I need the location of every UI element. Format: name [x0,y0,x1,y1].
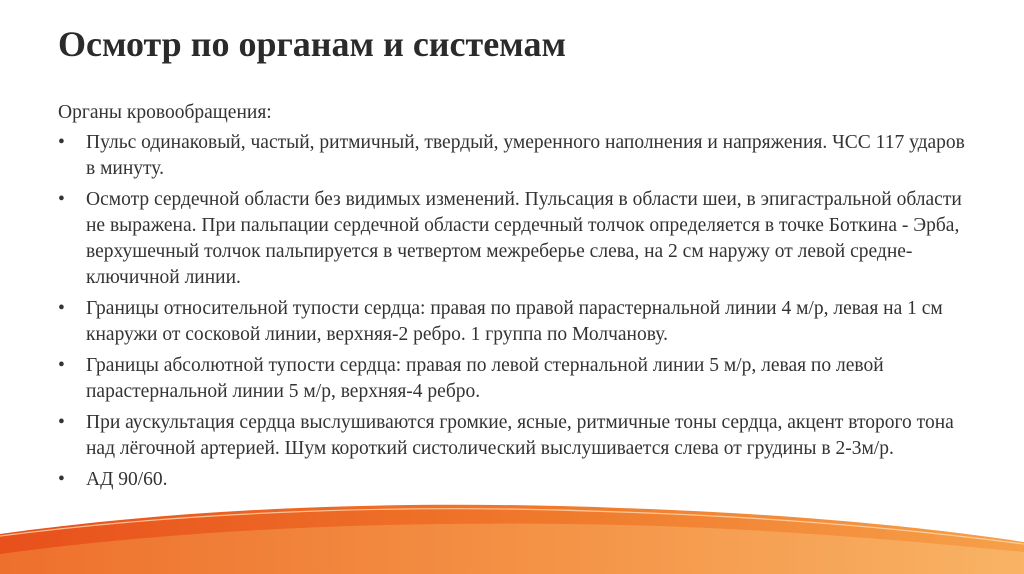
list-item [58,130,978,182]
bullet-icon: • [58,355,65,376]
list-item [58,353,978,405]
bullet-icon: • [58,412,65,433]
slide-content [58,100,978,498]
bullet-icon: • [58,469,65,490]
list-item [58,296,978,348]
slide-title: Осмотр по органам и системам [58,24,566,64]
bullet-icon: • [58,189,65,210]
section-heading: Органы кровообращения: [58,102,272,123]
bullet-list [58,130,978,493]
list-item-text: Пульс одинаковый, частый, ритмичный, твердый, умеренного наполнения и напряжения. ЧСС 117 ударов в минуту. [86,132,965,179]
list-item [58,187,978,291]
list-item [58,410,978,462]
list-item-text: АД 90/60. [86,469,168,490]
bullet-icon: • [58,298,65,319]
decorative-wave [0,494,1024,574]
bullet-icon: • [58,132,65,153]
list-item-text: Границы относительной тупости сердца: правая по правой парастернальной линии 4 м/р, левая на 1 см кнаружи от сосковой линии, верхняя-2 ребро. 1 группа по Молчанову. [86,298,943,345]
list-item-text: Границы абсолютной тупости сердца: правая по левой стернальной линии 5 м/р, левая по левой парастернальной линии 5 м/р, верхняя-4 ребро. [86,355,884,402]
list-item [58,467,978,493]
list-item-text: Осмотр сердечной области без видимых изменений. Пульсация в области шеи, в эпигастральной области не выражена. При пальпации сердечной области сердечный толчок определяется в точке Боткина - Эрба, верхушечный толчок пальпируется в четвертом межреберье слева, на 2 см наружу от левой средне-ключичной линии. [86,189,962,288]
list-item-text: При аускультация сердца выслушиваются громкие, ясные, ритмичные тоны сердца, акцент второго тона над лёгочной артерией. Шум короткий систолический выслушивается слева от грудины в 2-3м/р. [86,412,954,459]
